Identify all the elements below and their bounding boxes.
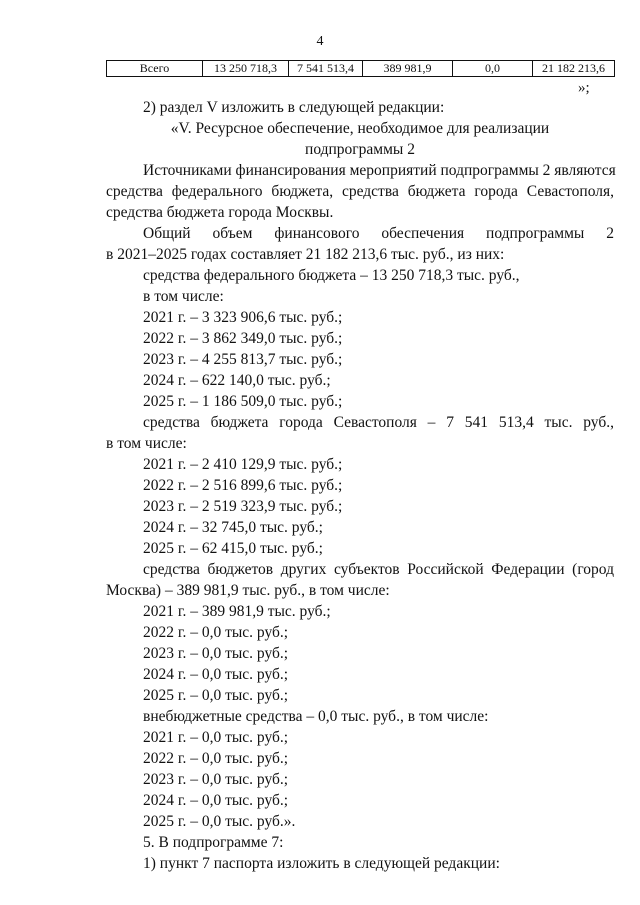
text-line: в том числе: — [143, 288, 224, 305]
text-line: средства бюджета города Севастополя – 7 541 513,4 тыс. руб., — [143, 414, 614, 431]
page-number: 4 — [316, 34, 324, 49]
text-line: 2025 г. – 62 415,0 тыс. руб.; — [143, 540, 323, 557]
text-line: 2021 г. – 2 410 129,9 тыс. руб.; — [143, 456, 343, 473]
text-line: в том числе: — [106, 435, 187, 452]
text-line: 2025 г. – 0,0 тыс. руб.». — [143, 813, 296, 830]
text-line: 2024 г. – 0,0 тыс. руб.; — [143, 666, 289, 683]
table-row — [107, 61, 615, 77]
text-line: 2023 г. – 0,0 тыс. руб.; — [143, 645, 289, 662]
text-line: 2024 г. – 622 140,0 тыс. руб.; — [143, 372, 331, 389]
text-line: 2022 г. – 2 516 899,6 тыс. руб.; — [143, 477, 343, 494]
quote-end: »; — [578, 80, 590, 96]
text-line: 2021 г. – 0,0 тыс. руб.; — [143, 729, 289, 746]
moscow-total-cell: 389 981,9 — [363, 61, 453, 77]
text-line: 2024 г. – 0,0 тыс. руб.; — [143, 792, 289, 809]
grand-total-cell: 21 182 213,6 — [533, 61, 615, 77]
total-table — [106, 60, 615, 77]
text-line: средства бюджетов других субъектов Российской Федерации (город — [143, 561, 614, 578]
extrabudget-total-cell: 0,0 — [453, 61, 533, 77]
section-heading: «V. Ресурсное обеспечение, необходимое для реализации — [170, 120, 550, 137]
text-line: 2021 г. – 389 981,9 тыс. руб.; — [143, 603, 331, 620]
text-line: Общий объем финансового обеспечения подпрограммы 2 — [143, 225, 614, 242]
sevastopol-total-cell: 7 541 513,4 — [289, 61, 363, 77]
federal-total-cell: 13 250 718,3 — [203, 61, 289, 77]
section-heading: подпрограммы 2 — [305, 141, 415, 158]
text-line: 2023 г. – 4 255 813,7 тыс. руб.; — [143, 351, 343, 368]
text-line: 1) пункт 7 паспорта изложить в следующей редакции: — [143, 855, 500, 872]
text-line: 2023 г. – 2 519 323,9 тыс. руб.; — [143, 498, 343, 515]
text-line: средства бюджета города Москвы. — [106, 204, 334, 221]
text-line: 2) раздел V изложить в следующей редакции: — [143, 99, 445, 116]
text-line: 2021 г. – 3 323 906,6 тыс. руб.; — [143, 309, 343, 326]
text-line: внебюджетные средства – 0,0 тыс. руб., в том числе: — [143, 708, 489, 725]
text-line: 2022 г. – 0,0 тыс. руб.; — [143, 750, 289, 767]
text-line: средства федерального бюджета, средства бюджета города Севастополя, — [106, 183, 614, 200]
text-line: Москва) – 389 981,9 тыс. руб., в том числе: — [106, 582, 390, 599]
text-line: 2022 г. – 0,0 тыс. руб.; — [143, 624, 289, 641]
text-line: 2024 г. – 32 745,0 тыс. руб.; — [143, 519, 323, 536]
total-label-cell: Всего — [107, 61, 203, 77]
text-line: 2025 г. – 1 186 509,0 тыс. руб.; — [143, 393, 343, 410]
text-line: Источниками финансирования мероприятий подпрограммы 2 являются — [143, 162, 616, 179]
text-line: 2022 г. – 3 862 349,0 тыс. руб.; — [143, 330, 343, 347]
text-line: 2025 г. – 0,0 тыс. руб.; — [143, 687, 289, 704]
text-line: 2023 г. – 0,0 тыс. руб.; — [143, 771, 289, 788]
text-line: 5. В подпрограмме 7: — [143, 834, 284, 851]
text-line: в 2021–2025 годах составляет 21 182 213,6 тыс. руб., из них: — [106, 246, 505, 263]
text-line: средства федерального бюджета – 13 250 718,3 тыс. руб., — [143, 267, 520, 284]
